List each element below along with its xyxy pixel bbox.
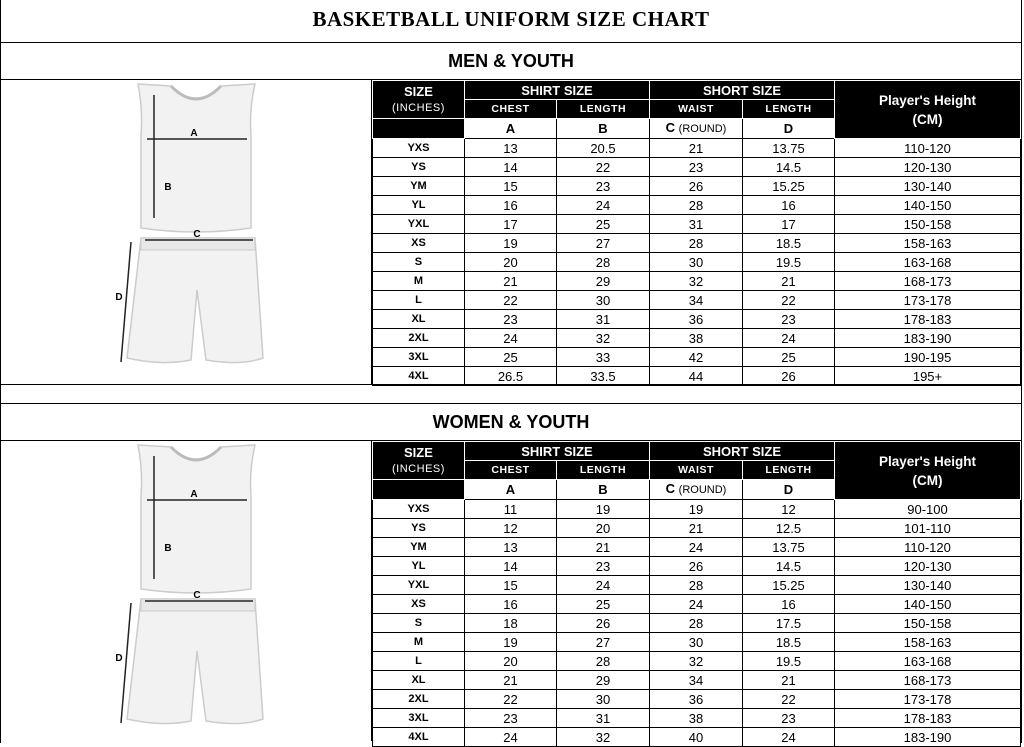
size-cell: YXL — [372, 215, 464, 234]
chest-cell: 14 — [464, 557, 556, 576]
waist-cell: 31 — [649, 215, 742, 234]
uniform-illustration — [1, 441, 371, 741]
chest-cell: 15 — [464, 576, 556, 595]
chest-cell: 21 — [464, 671, 556, 690]
chest-cell: 16 — [464, 196, 556, 215]
shirt-length-cell: 30 — [556, 291, 649, 310]
chest-cell: 24 — [464, 329, 556, 348]
letter-a-header: A — [464, 480, 556, 500]
chest-cell: 21 — [464, 272, 556, 291]
short-size-header: SHORT SIZE — [649, 81, 834, 100]
length-header: LENGTH — [556, 100, 649, 119]
shirt-length-cell: 26 — [556, 614, 649, 633]
men-rows — [372, 139, 1020, 386]
table-row — [372, 576, 1020, 595]
shirt-length-cell: 21 — [556, 538, 649, 557]
shirt-length-cell: 29 — [556, 671, 649, 690]
waist-cell: 36 — [649, 310, 742, 329]
height-cell: 183-190 — [835, 728, 1021, 747]
shirt-length-cell: 20 — [556, 519, 649, 538]
section-men — [1, 80, 1021, 385]
size-cell: XL — [372, 310, 464, 329]
table-row — [372, 310, 1020, 329]
letter-c-header: C (ROUND) — [649, 480, 742, 500]
size-cell: YXS — [372, 139, 464, 158]
table-row — [372, 234, 1020, 253]
shirt-length-cell: 27 — [556, 633, 649, 652]
waist-cell: 30 — [649, 633, 742, 652]
waist-cell: 26 — [649, 557, 742, 576]
short-length-cell: 13.75 — [742, 538, 834, 557]
section-women — [1, 441, 1021, 745]
size-table-women — [372, 441, 1021, 747]
size-cell: YM — [372, 177, 464, 196]
letter-d-header: D — [742, 480, 834, 500]
shirt-length-cell: 25 — [556, 215, 649, 234]
height-cell: 150-158 — [835, 614, 1021, 633]
chest-cell: 15 — [464, 177, 556, 196]
size-cell: 3XL — [372, 348, 464, 367]
height-cell: 178-183 — [835, 310, 1021, 329]
height-cell: 173-178 — [835, 690, 1021, 709]
chart-title: BASKETBALL UNIFORM SIZE CHART — [1, 0, 1021, 43]
short-length-cell: 12.5 — [742, 519, 834, 538]
label-c: C — [193, 229, 201, 240]
short-length-cell: 26 — [742, 367, 834, 386]
label-b: B — [164, 182, 172, 193]
size-cell: S — [372, 253, 464, 272]
waist-cell: 28 — [649, 196, 742, 215]
letter-b-header: B — [556, 480, 649, 500]
shirt-length-cell: 24 — [556, 196, 649, 215]
chest-cell: 19 — [464, 234, 556, 253]
waist-cell: 28 — [649, 576, 742, 595]
size-cell: 2XL — [372, 329, 464, 348]
shirt-length-cell: 29 — [556, 272, 649, 291]
label-b: B — [164, 543, 172, 554]
letter-a-header: A — [464, 119, 556, 139]
chest-cell: 17 — [464, 215, 556, 234]
chest-header: CHEST — [464, 100, 556, 119]
size-cell: YM — [372, 538, 464, 557]
table-row — [372, 367, 1020, 386]
blank-header — [372, 480, 464, 500]
chest-cell: 19 — [464, 633, 556, 652]
waist-cell: 36 — [649, 690, 742, 709]
shirt-length-cell: 24 — [556, 576, 649, 595]
size-header: SIZE (INCHES) — [372, 442, 464, 480]
shirt-size-header: SHIRT SIZE — [464, 81, 649, 100]
chest-cell: 14 — [464, 158, 556, 177]
table-row — [372, 158, 1020, 177]
chest-cell: 11 — [464, 500, 556, 519]
size-cell: YS — [372, 158, 464, 177]
short-size-header: SHORT SIZE — [649, 442, 834, 461]
table-row — [372, 215, 1020, 234]
shirt-length-cell: 31 — [556, 310, 649, 329]
table-row — [372, 519, 1020, 538]
size-cell: L — [372, 652, 464, 671]
table-row — [372, 500, 1020, 519]
table-row — [372, 348, 1020, 367]
table-row — [372, 291, 1020, 310]
height-header: Player's Height (CM) — [835, 81, 1021, 139]
label-d: D — [115, 653, 123, 664]
table-row — [372, 652, 1020, 671]
height-cell: 140-150 — [835, 595, 1021, 614]
shirt-length-cell: 32 — [556, 728, 649, 747]
shirt-length-cell: 31 — [556, 709, 649, 728]
short-length-cell: 21 — [742, 272, 834, 291]
blank-header — [372, 119, 464, 139]
waist-cell: 26 — [649, 177, 742, 196]
label-a: A — [190, 128, 198, 139]
chest-cell: 12 — [464, 519, 556, 538]
table-row — [372, 272, 1020, 291]
label-d: D — [115, 292, 123, 303]
shirt-length-cell: 27 — [556, 234, 649, 253]
waist-cell: 28 — [649, 614, 742, 633]
height-cell: 130-140 — [835, 177, 1021, 196]
shirt-length-cell: 30 — [556, 690, 649, 709]
shirt-length-cell: 25 — [556, 595, 649, 614]
chest-cell: 23 — [464, 709, 556, 728]
uniform-illustration — [1, 80, 371, 384]
short-length-cell: 16 — [742, 196, 834, 215]
table-row — [372, 614, 1020, 633]
height-cell: 195+ — [835, 367, 1021, 386]
table-row — [372, 139, 1020, 158]
table-row — [372, 595, 1020, 614]
women-rows — [372, 500, 1020, 747]
short-length-cell: 24 — [742, 728, 834, 747]
waist-cell: 38 — [649, 709, 742, 728]
letter-b-header: B — [556, 119, 649, 139]
table-row — [372, 671, 1020, 690]
shirt-length-cell: 22 — [556, 158, 649, 177]
short-length-cell: 21 — [742, 671, 834, 690]
table-row — [372, 177, 1020, 196]
chest-cell: 25 — [464, 348, 556, 367]
waist-header: WAIST — [649, 100, 742, 119]
shirt-length-cell: 19 — [556, 500, 649, 519]
short-length-cell: 18.5 — [742, 234, 834, 253]
short-length-cell: 18.5 — [742, 633, 834, 652]
height-cell: 110-120 — [835, 139, 1021, 158]
short-length-cell: 16 — [742, 595, 834, 614]
waist-cell: 34 — [649, 291, 742, 310]
size-cell: XS — [372, 234, 464, 253]
short-length-cell: 15.25 — [742, 177, 834, 196]
chest-cell: 23 — [464, 310, 556, 329]
short-length-cell: 13.75 — [742, 139, 834, 158]
size-cell: S — [372, 614, 464, 633]
section-heading-women: WOMEN & YOUTH — [1, 404, 1021, 441]
height-cell: 168-173 — [835, 272, 1021, 291]
size-cell: 4XL — [372, 367, 464, 386]
size-cell: L — [372, 291, 464, 310]
short-length-cell: 24 — [742, 329, 834, 348]
height-cell: 190-195 — [835, 348, 1021, 367]
uniform-diagram — [1, 80, 372, 384]
waist-cell: 21 — [649, 139, 742, 158]
size-table-men — [372, 80, 1021, 386]
height-cell: 158-163 — [835, 234, 1021, 253]
size-cell: 3XL — [372, 709, 464, 728]
chest-cell: 22 — [464, 690, 556, 709]
length-header: LENGTH — [556, 461, 649, 480]
waist-cell: 30 — [649, 253, 742, 272]
short-length-cell: 22 — [742, 291, 834, 310]
short-length-cell: 14.5 — [742, 557, 834, 576]
table-row — [372, 538, 1020, 557]
height-header: Player's Height (CM) — [835, 442, 1021, 500]
waist-cell: 28 — [649, 234, 742, 253]
short-length-cell: 12 — [742, 500, 834, 519]
short-length-cell: 17 — [742, 215, 834, 234]
short-length-cell: 15.25 — [742, 576, 834, 595]
height-cell: 163-168 — [835, 652, 1021, 671]
table-row — [372, 690, 1020, 709]
waist-cell: 32 — [649, 652, 742, 671]
shirt-length-cell: 33.5 — [556, 367, 649, 386]
height-cell: 110-120 — [835, 538, 1021, 557]
table-row — [372, 557, 1020, 576]
size-cell: YL — [372, 557, 464, 576]
length-header: LENGTH — [742, 100, 834, 119]
short-length-cell: 19.5 — [742, 652, 834, 671]
height-cell: 140-150 — [835, 196, 1021, 215]
waist-cell: 24 — [649, 538, 742, 557]
waist-cell: 44 — [649, 367, 742, 386]
chest-cell: 16 — [464, 595, 556, 614]
size-cell: YL — [372, 196, 464, 215]
waist-cell: 38 — [649, 329, 742, 348]
height-cell: 173-178 — [835, 291, 1021, 310]
table-row — [372, 633, 1020, 652]
height-cell: 183-190 — [835, 329, 1021, 348]
height-cell: 178-183 — [835, 709, 1021, 728]
section-heading-men: MEN & YOUTH — [1, 43, 1021, 80]
height-cell: 130-140 — [835, 576, 1021, 595]
chest-cell: 13 — [464, 538, 556, 557]
short-length-cell: 23 — [742, 310, 834, 329]
chest-cell: 22 — [464, 291, 556, 310]
shirt-length-cell: 23 — [556, 177, 649, 196]
waist-cell: 32 — [649, 272, 742, 291]
chest-cell: 24 — [464, 728, 556, 747]
waist-cell: 40 — [649, 728, 742, 747]
short-length-cell: 22 — [742, 690, 834, 709]
chest-cell: 20 — [464, 652, 556, 671]
shirt-length-cell: 33 — [556, 348, 649, 367]
chest-cell: 18 — [464, 614, 556, 633]
height-cell: 150-158 — [835, 215, 1021, 234]
waist-cell: 21 — [649, 519, 742, 538]
waist-cell: 23 — [649, 158, 742, 177]
shirt-size-header: SHIRT SIZE — [464, 442, 649, 461]
waist-cell: 34 — [649, 671, 742, 690]
size-cell: YXL — [372, 576, 464, 595]
height-cell: 168-173 — [835, 671, 1021, 690]
shirt-length-cell: 28 — [556, 253, 649, 272]
size-header: SIZE (INCHES) — [372, 81, 464, 119]
height-cell: 163-168 — [835, 253, 1021, 272]
size-cell: 4XL — [372, 728, 464, 747]
height-cell: 158-163 — [835, 633, 1021, 652]
letter-c-header: C (ROUND) — [649, 119, 742, 139]
table-row — [372, 196, 1020, 215]
shirt-length-cell: 28 — [556, 652, 649, 671]
table-row — [372, 329, 1020, 348]
label-c: C — [193, 590, 201, 601]
size-cell: M — [372, 633, 464, 652]
table-row — [372, 709, 1020, 728]
size-cell: YXS — [372, 500, 464, 519]
height-cell: 101-110 — [835, 519, 1021, 538]
short-length-cell: 17.5 — [742, 614, 834, 633]
short-length-cell: 23 — [742, 709, 834, 728]
table-row — [372, 253, 1020, 272]
size-cell: YS — [372, 519, 464, 538]
length-header: LENGTH — [742, 461, 834, 480]
waist-header: WAIST — [649, 461, 742, 480]
shirt-length-cell: 32 — [556, 329, 649, 348]
label-a: A — [190, 489, 198, 500]
height-cell: 90-100 — [835, 500, 1021, 519]
waist-cell: 42 — [649, 348, 742, 367]
shirt-length-cell: 23 — [556, 557, 649, 576]
short-length-cell: 25 — [742, 348, 834, 367]
size-cell: XL — [372, 671, 464, 690]
short-length-cell: 19.5 — [742, 253, 834, 272]
table-row — [372, 728, 1020, 747]
chest-cell: 20 — [464, 253, 556, 272]
waist-cell: 19 — [649, 500, 742, 519]
size-cell: M — [372, 272, 464, 291]
chest-cell: 13 — [464, 139, 556, 158]
chest-header: CHEST — [464, 461, 556, 480]
chest-cell: 26.5 — [464, 367, 556, 386]
uniform-diagram — [1, 441, 372, 741]
size-cell: XS — [372, 595, 464, 614]
height-cell: 120-130 — [835, 557, 1021, 576]
shirt-length-cell: 20.5 — [556, 139, 649, 158]
short-length-cell: 14.5 — [742, 158, 834, 177]
height-cell: 120-130 — [835, 158, 1021, 177]
letter-d-header: D — [742, 119, 834, 139]
section-divider — [1, 385, 1021, 404]
size-cell: 2XL — [372, 690, 464, 709]
waist-cell: 24 — [649, 595, 742, 614]
